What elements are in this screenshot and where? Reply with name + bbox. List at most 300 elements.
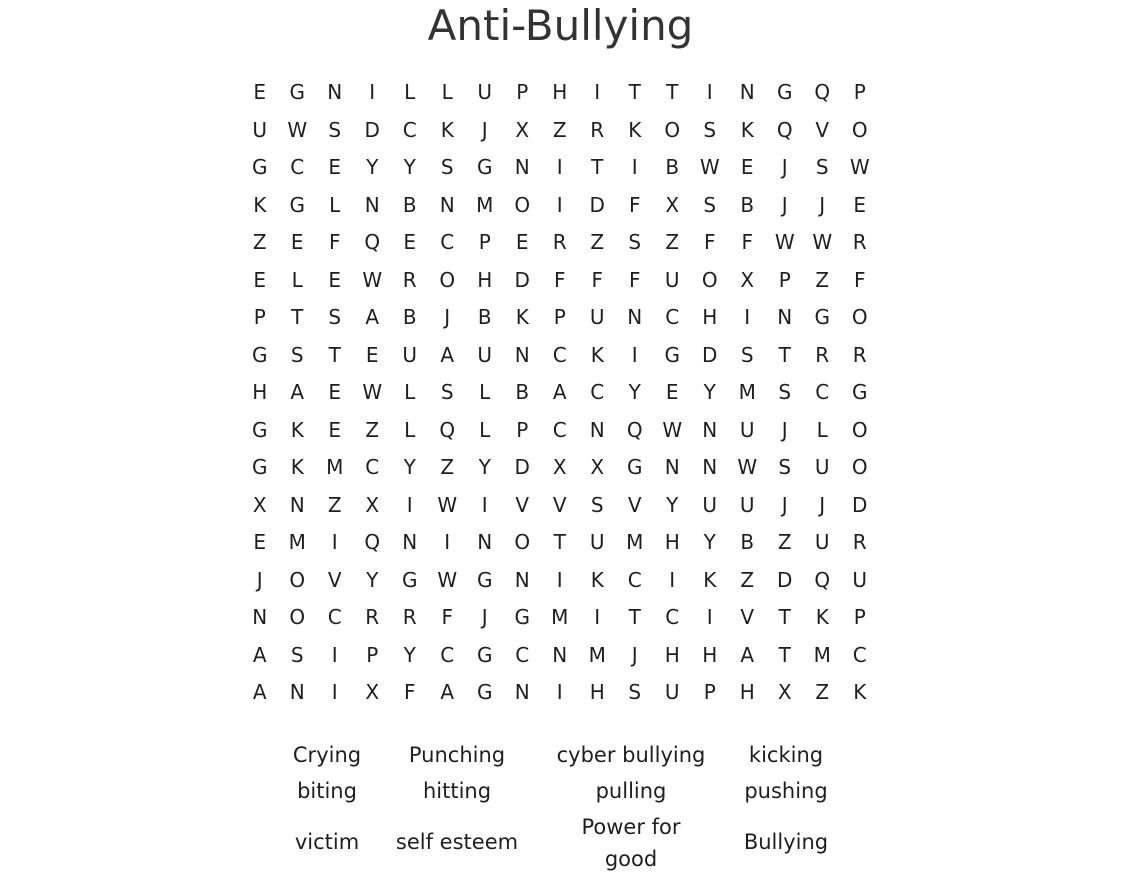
grid-letter: F — [553, 267, 566, 292]
grid-letter: Y — [403, 642, 416, 667]
grid-letter: M — [626, 530, 644, 554]
grid-letter: I — [744, 305, 751, 329]
grid-letter: Y — [703, 530, 716, 554]
grid-letter: R — [365, 605, 380, 629]
grid-letter: N — [402, 530, 418, 554]
grid-letter: Y — [628, 380, 641, 404]
grid-letter: F — [628, 267, 641, 292]
grid-letter: X — [252, 492, 267, 517]
grid-letter: F — [441, 605, 453, 629]
grid-letter: W — [287, 117, 308, 142]
grid-letter: T — [666, 80, 679, 104]
grid-letter: S — [440, 155, 454, 179]
word-list-item: Power for good — [581, 815, 681, 871]
grid-letter: X — [665, 192, 680, 217]
grid-letter: I — [481, 492, 488, 517]
grid-letter: N — [439, 192, 455, 217]
grid-letter: Z — [440, 455, 455, 479]
grid-letter: J — [631, 642, 638, 667]
grid-letter: H — [739, 680, 755, 704]
grid-letter: H — [702, 305, 718, 329]
grid-letter: F — [703, 230, 716, 254]
page-title: Anti-Bullying — [427, 1, 694, 50]
grid-letter: U — [852, 567, 868, 592]
grid-letter: P — [478, 230, 491, 254]
grid-letter: P — [703, 680, 716, 704]
grid-letter: S — [703, 192, 717, 217]
grid-letter: D — [777, 567, 793, 592]
grid-letter: U — [477, 80, 493, 104]
grid-letter: V — [627, 492, 642, 517]
grid-letter: Z — [552, 117, 567, 142]
grid-letter: P — [778, 267, 791, 292]
grid-letter: Z — [327, 492, 342, 517]
grid-letter: T — [553, 530, 566, 554]
grid-letter: C — [290, 155, 305, 179]
grid-letter: R — [552, 230, 567, 254]
grid-letter: U — [664, 680, 680, 704]
grid-letter: Q — [814, 567, 831, 592]
grid-letter: V — [740, 605, 755, 629]
grid-letter: F — [628, 192, 641, 217]
grid-letter: Z — [740, 567, 755, 592]
grid-letter: Z — [590, 230, 605, 254]
grid-letter: C — [365, 455, 380, 479]
grid-letter: O — [851, 417, 868, 442]
grid-letter: P — [553, 305, 566, 329]
grid-letter: P — [516, 417, 529, 442]
grid-letter: E — [328, 417, 342, 442]
grid-letter: P — [253, 305, 266, 329]
grid-letter: Q — [776, 117, 793, 142]
grid-letter: K — [815, 605, 829, 629]
grid-letter: G — [664, 342, 680, 367]
grid-letter: S — [328, 305, 342, 329]
grid-letter: L — [816, 417, 828, 442]
grid-letter: Z — [252, 230, 267, 254]
grid-letter: G — [252, 455, 268, 479]
grid-letter: P — [853, 605, 866, 629]
grid-letter: O — [851, 117, 868, 142]
grid-letter: G — [852, 380, 868, 404]
grid-letter: K — [440, 117, 454, 142]
grid-letter: O — [289, 567, 306, 592]
grid-letter: O — [439, 267, 456, 292]
grid-letter: X — [740, 267, 755, 292]
grid-letter: W — [437, 567, 458, 592]
grid-letter: B — [665, 155, 680, 179]
grid-letter: L — [479, 380, 491, 404]
grid-letter: G — [477, 642, 493, 667]
word-list-item: cyber bullying — [556, 743, 706, 767]
grid-letter: E — [290, 230, 304, 254]
grid-letter: L — [329, 192, 341, 217]
grid-letter: E — [253, 530, 267, 554]
grid-letter: C — [327, 605, 342, 629]
grid-letter: Q — [364, 230, 381, 254]
grid-letter: K — [290, 417, 304, 442]
grid-letter: G — [477, 680, 493, 704]
grid-letter: M — [476, 192, 494, 217]
grid-letter: E — [365, 342, 379, 367]
word-list-item: pushing — [744, 779, 828, 803]
grid-letter: Z — [365, 417, 380, 442]
grid-letter: R — [402, 267, 417, 292]
grid-letter: D — [852, 492, 868, 517]
grid-letter: K — [853, 680, 867, 704]
grid-letter: N — [552, 642, 568, 667]
grid-letter: M — [588, 642, 606, 667]
word-list-item: kicking — [748, 743, 824, 767]
grid-letter: O — [514, 530, 531, 554]
grid-letter: I — [331, 530, 338, 554]
grid-letter: A — [552, 380, 567, 404]
grid-letter: V — [815, 117, 830, 142]
grid-letter: I — [594, 605, 601, 629]
grid-letter: I — [706, 80, 713, 104]
grid-letter: W — [362, 267, 383, 292]
grid-letter: S — [290, 342, 304, 367]
grid-letter: M — [551, 605, 569, 629]
grid-letter: F — [328, 230, 341, 254]
word-list-item: biting — [297, 779, 357, 803]
grid-letter: G — [514, 605, 530, 629]
word-list-item: pulling — [595, 779, 667, 803]
grid-letter: N — [289, 680, 305, 704]
grid-letter: V — [552, 492, 567, 517]
grid-letter: N — [364, 192, 380, 217]
grid-letter: S — [703, 117, 717, 142]
grid-letter: N — [739, 80, 755, 104]
grid-letter: L — [291, 267, 303, 292]
grid-letter: U — [402, 342, 418, 367]
grid-letter: N — [702, 417, 718, 442]
grid-letter: M — [326, 455, 344, 479]
grid-letter: X — [365, 492, 380, 517]
grid-letter: C — [440, 230, 455, 254]
grid-letter: G — [814, 305, 830, 329]
grid-letter: L — [404, 80, 416, 104]
grid-letter: U — [664, 267, 680, 292]
grid-letter: H — [589, 680, 605, 704]
grid-letter: F — [591, 267, 603, 292]
grid-letter: N — [252, 605, 268, 629]
grid-letter: E — [665, 380, 679, 404]
grid-letter: I — [594, 80, 601, 104]
grid-letter: H — [477, 267, 493, 292]
grid-letter: C — [665, 605, 680, 629]
grid-letter: A — [252, 680, 267, 704]
grid-letter: K — [253, 192, 267, 217]
grid-letter: K — [740, 117, 754, 142]
grid-letter: O — [851, 305, 868, 329]
grid-letter: S — [778, 455, 792, 479]
grid-letter: T — [291, 305, 304, 329]
grid-letter: B — [402, 192, 417, 217]
grid-letter: N — [777, 305, 793, 329]
grid-letter: P — [516, 80, 529, 104]
grid-letter: A — [740, 642, 755, 667]
grid-letter: X — [515, 117, 530, 142]
grid-letter: I — [556, 192, 563, 217]
grid-letter: S — [628, 230, 642, 254]
grid-letter: H — [552, 80, 568, 104]
grid-letter: I — [631, 155, 638, 179]
grid-letter: Q — [814, 80, 831, 104]
grid-letter: X — [590, 455, 605, 479]
grid-letter: U — [589, 305, 605, 329]
grid-letter: T — [591, 155, 604, 179]
grid-letter: G — [252, 417, 268, 442]
grid-letter: W — [849, 155, 870, 179]
grid-letter: V — [515, 492, 530, 517]
grid-letter: I — [331, 642, 338, 667]
grid-letter: C — [815, 380, 830, 404]
grid-letter: U — [477, 342, 493, 367]
grid-letter: G — [289, 192, 305, 217]
grid-letter: A — [252, 642, 267, 667]
grid-letter: E — [328, 380, 342, 404]
grid-letter: J — [819, 492, 826, 517]
grid-letter: M — [813, 642, 831, 667]
grid-letter: C — [440, 642, 455, 667]
grid-letter: Y — [703, 380, 716, 404]
grid-letter: S — [290, 642, 304, 667]
word-list-item: hitting — [422, 779, 492, 803]
grid-letter: B — [515, 380, 530, 404]
grid-letter: E — [515, 230, 529, 254]
grid-letter: I — [406, 492, 413, 517]
grid-letter: U — [589, 530, 605, 554]
grid-letter: K — [515, 305, 529, 329]
grid-letter: J — [444, 305, 451, 329]
grid-letter: R — [852, 342, 867, 367]
grid-letter: K — [628, 117, 642, 142]
grid-letter: G — [477, 567, 493, 592]
grid-letter: L — [404, 417, 416, 442]
grid-letter: X — [777, 680, 792, 704]
grid-letter: C — [852, 642, 867, 667]
grid-letter: S — [628, 680, 642, 704]
grid-letter: X — [552, 455, 567, 479]
grid-letter: K — [590, 342, 604, 367]
grid-letter: A — [365, 305, 380, 329]
grid-letter: N — [477, 530, 493, 554]
grid-letter: C — [552, 417, 567, 442]
grid-letter: C — [552, 342, 567, 367]
grid-letter: F — [741, 230, 753, 254]
grid-letter: E — [328, 155, 342, 179]
grid-letter: C — [515, 642, 530, 667]
grid-letter: L — [441, 80, 453, 104]
grid-letter: I — [669, 567, 676, 592]
grid-letter: K — [703, 567, 717, 592]
grid-letter: T — [778, 642, 791, 667]
grid-letter: O — [514, 192, 531, 217]
grid-letter: N — [289, 492, 305, 517]
grid-letter: Z — [815, 267, 830, 292]
grid-letter: Z — [777, 530, 792, 554]
grid-letter: M — [288, 530, 306, 554]
grid-letter: L — [404, 380, 416, 404]
word-list-item: Bullying — [743, 830, 829, 854]
grid-letter: H — [664, 530, 680, 554]
grid-letter: R — [815, 342, 830, 367]
grid-letter: Z — [665, 230, 680, 254]
grid-letter: W — [737, 455, 758, 479]
grid-letter: N — [514, 680, 530, 704]
grid-letter: W — [662, 417, 683, 442]
grid-letter: R — [852, 530, 867, 554]
grid-letter: Q — [439, 417, 456, 442]
grid-letter: W — [437, 492, 458, 517]
grid-letter: U — [814, 530, 830, 554]
grid-letter: J — [481, 605, 488, 629]
grid-letter: I — [331, 680, 338, 704]
grid-letter: I — [444, 530, 451, 554]
grid-letter: Y — [403, 455, 416, 479]
grid-letter: N — [514, 567, 530, 592]
grid-letter: Y — [403, 155, 416, 179]
grid-letter: G — [252, 155, 268, 179]
grid-letter: A — [440, 342, 455, 367]
grid-letter: D — [514, 267, 530, 292]
grid-letter: Q — [626, 417, 643, 442]
grid-letter: B — [740, 192, 755, 217]
grid-letter: H — [702, 642, 718, 667]
grid-letter: S — [440, 380, 454, 404]
grid-letter: C — [665, 305, 680, 329]
grid-letter: T — [778, 605, 791, 629]
grid-letter: T — [778, 342, 791, 367]
grid-letter: Y — [478, 455, 491, 479]
grid-letter: R — [852, 230, 867, 254]
word-list-item: Punching — [408, 743, 506, 767]
grid-letter: J — [781, 492, 788, 517]
word-list-item: self esteem — [395, 830, 519, 854]
grid-letter: O — [664, 117, 681, 142]
grid-letter: D — [514, 455, 530, 479]
grid-letter: C — [627, 567, 642, 592]
grid-letter: T — [628, 80, 641, 104]
grid-letter: X — [365, 680, 380, 704]
grid-letter: J — [481, 117, 488, 142]
grid-letter: F — [853, 267, 866, 292]
grid-letter: S — [778, 380, 792, 404]
grid-letter: L — [479, 417, 491, 442]
grid-letter: A — [290, 380, 305, 404]
grid-letter: D — [589, 192, 605, 217]
grid-letter: J — [781, 155, 788, 179]
grid-letter: P — [853, 80, 866, 104]
grid-letter: W — [812, 230, 833, 254]
grid-letter: G — [627, 455, 643, 479]
grid-letter: J — [781, 192, 788, 217]
grid-letter: U — [739, 417, 755, 442]
grid-letter: I — [369, 80, 376, 104]
grid-letter: Z — [815, 680, 830, 704]
grid-letter: H — [664, 642, 680, 667]
grid-letter: U — [814, 455, 830, 479]
grid-letter: U — [739, 492, 755, 517]
grid-letter: I — [556, 155, 563, 179]
grid-letter: S — [328, 117, 342, 142]
grid-letter: B — [740, 530, 755, 554]
grid-letter: N — [589, 417, 605, 442]
grid-letter: K — [290, 455, 304, 479]
grid-letter: R — [402, 605, 417, 629]
grid-letter: E — [740, 155, 754, 179]
grid-letter: N — [327, 80, 343, 104]
word-list-item: victim — [294, 830, 360, 854]
grid-letter: B — [402, 305, 417, 329]
grid-letter: W — [362, 380, 383, 404]
grid-letter: F — [403, 680, 416, 704]
grid-letter: G — [477, 155, 493, 179]
grid-letter: O — [701, 267, 718, 292]
grid-letter: J — [256, 567, 263, 592]
grid-letter: T — [628, 605, 641, 629]
grid-letter: Q — [364, 530, 381, 554]
grid-letter: W — [774, 230, 795, 254]
grid-letter: U — [252, 117, 268, 142]
grid-letter: N — [664, 455, 680, 479]
grid-letter: S — [590, 492, 604, 517]
grid-letter: Y — [666, 492, 679, 517]
grid-letter: I — [556, 680, 563, 704]
grid-letter: R — [590, 117, 605, 142]
grid-letter: M — [738, 380, 756, 404]
grid-letter: J — [819, 192, 826, 217]
grid-letter: A — [440, 680, 455, 704]
grid-letter: B — [477, 305, 492, 329]
grid-letter: K — [590, 567, 604, 592]
grid-letter: J — [781, 417, 788, 442]
grid-letter: G — [252, 342, 268, 367]
grid-letter: V — [327, 567, 342, 592]
grid-letter: N — [514, 155, 530, 179]
grid-letter: E — [853, 192, 867, 217]
grid-letter: D — [364, 117, 380, 142]
grid-letter: S — [815, 155, 829, 179]
grid-letter: E — [328, 267, 342, 292]
grid-letter: E — [403, 230, 417, 254]
grid-letter: H — [252, 380, 268, 404]
grid-letter: O — [851, 455, 868, 479]
grid-letter: Y — [366, 567, 379, 592]
grid-letter: G — [777, 80, 793, 104]
grid-letter: C — [402, 117, 417, 142]
grid-letter: N — [627, 305, 643, 329]
grid-letter: O — [289, 605, 306, 629]
grid-letter: N — [702, 455, 718, 479]
grid-letter: T — [328, 342, 341, 367]
grid-letter: Y — [366, 155, 379, 179]
grid-letter: G — [402, 567, 418, 592]
grid-letter: G — [289, 80, 305, 104]
grid-letter: W — [699, 155, 720, 179]
grid-letter: E — [253, 267, 267, 292]
grid-letter: P — [366, 642, 379, 667]
grid-letter: S — [740, 342, 754, 367]
grid-letter: E — [253, 80, 267, 104]
grid-letter: I — [706, 605, 713, 629]
grid-letter: I — [556, 567, 563, 592]
grid-letter: D — [702, 342, 718, 367]
word-list-item: Crying — [292, 743, 362, 767]
grid-letter: I — [631, 342, 638, 367]
grid-letter: N — [514, 342, 530, 367]
